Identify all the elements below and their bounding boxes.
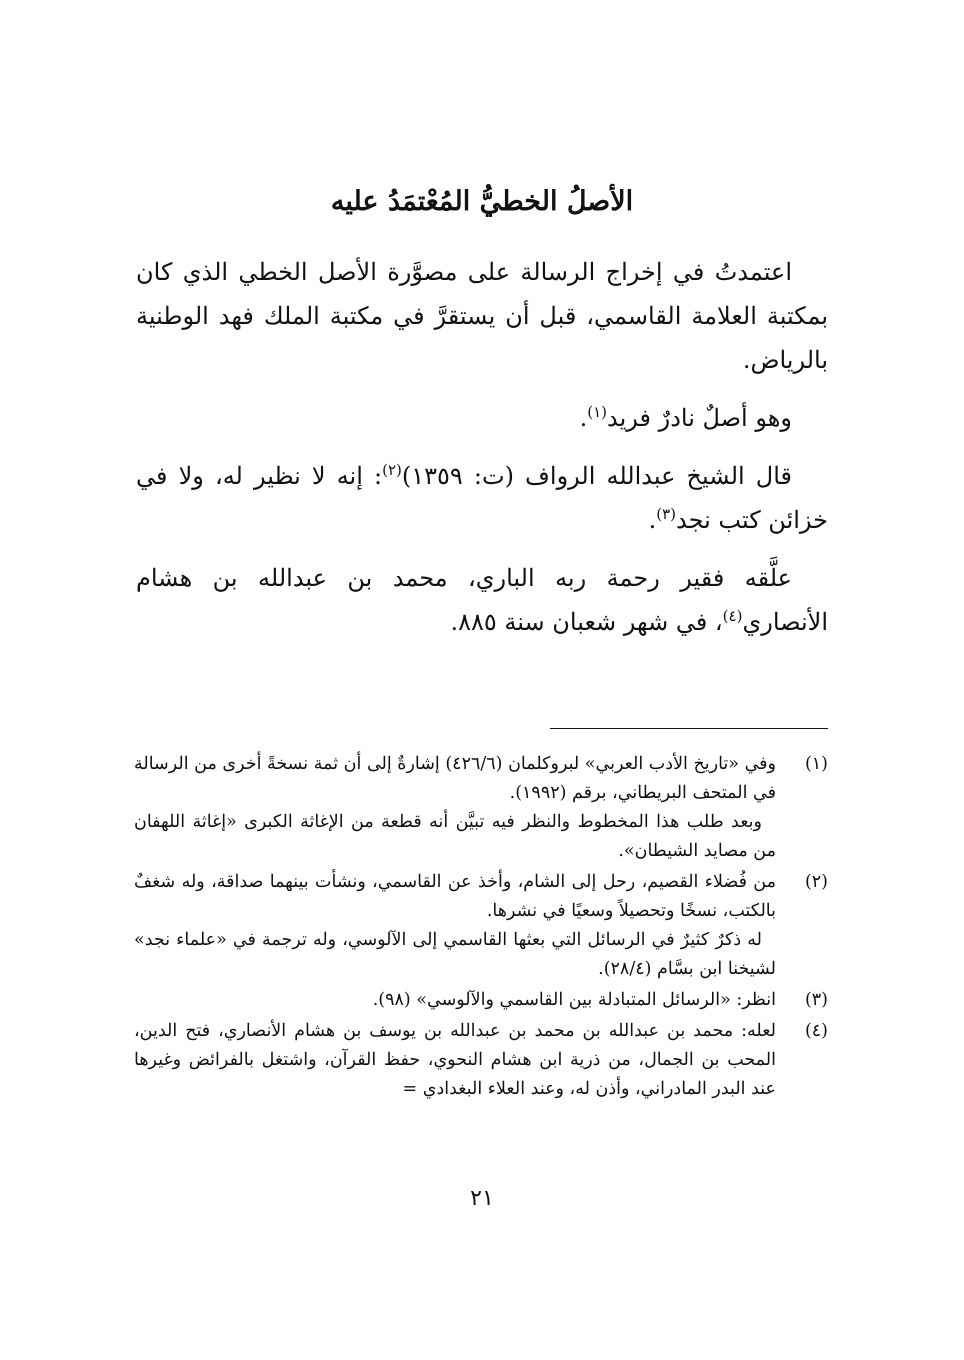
footnote-divider [550, 728, 828, 729]
paragraph-4-text: علَّقه فقير رحمة ربه الباري، محمد بن عبدالله بن هشام الأنصاري [136, 564, 828, 636]
paragraph-4 [136, 556, 828, 644]
page-title: الأصلُ الخطيُّ المُعْتمَدُ عليه [330, 186, 634, 217]
page-number: ٢١ [470, 1186, 494, 1211]
paragraph-3-middle: : إنه لا نظير له، ولا في خزائن كتب نجد [136, 462, 828, 534]
paragraph-4-end: ، في شهر شعبان سنة ٨٨٥. [450, 608, 723, 636]
footnote-3 [134, 986, 828, 1015]
paragraph-1 [136, 250, 828, 382]
footnote-continuation: له ذكرٌ كثيرٌ في الرسائل التي بعثها القاسمي إلى الآلوسي، وله ترجمة في «علماء نجد» لشيخنا ابن بسَّام (٢٨/٤). [134, 930, 776, 979]
footnote-text: من فُضلاء القصيم، رحل إلى الشام، وأخذ عن القاسمي، ونشأت بينهما صداقة، وله شغفٌ بالكتب، نسخًا وتحصيلاً وسعيًا في نشرها. [134, 872, 776, 921]
paragraph-3 [136, 454, 828, 542]
paragraph-2 [136, 396, 828, 440]
footnote-1 [134, 750, 828, 866]
footnote-text: لعله: محمد بن عبدالله بن محمد بن عبدالله بن يوسف بن هشام الأنصاري، فتح الدين، المحب بن الجمال، من ذرية ابن هشام النحوي، حفظ القرآن، واشتغل بالفرائض وغيرها عند البدر المادراني، وأذن له، وعند العلاء البغدادي = [134, 1021, 776, 1099]
main-text [136, 250, 828, 644]
paragraph-3-end: . [648, 506, 657, 534]
footnote-ref-2: (٢) [382, 461, 402, 479]
footnote-number: (٣) [804, 990, 828, 1010]
footnote-number: (٤) [804, 1021, 828, 1041]
footnote-number: (١) [804, 754, 828, 774]
paragraph-3-text: قال الشيخ عبدالله الرواف (ت: ١٣٥٩) [401, 462, 792, 490]
footnote-ref-3: (٣) [656, 505, 677, 523]
paragraph-1-text: اعتمدتُ في إخراج الرسالة على مصوَّرة الأصل الخطي الذي كان بمكتبة العلامة القاسمي، قبل أن يستقرَّ في مكتبة الملك فهد الوطنية بالرياض. [136, 258, 828, 374]
footnote-ref-4: (٤) [722, 607, 743, 625]
footnote-4 [134, 1017, 828, 1104]
footnotes [134, 750, 828, 1106]
footnote-text: وفي «تاريخ الأدب العربي» لبروكلمان (٤٢٦/٦) إشارةٌ إلى أن ثمة نسخةً أخرى من الرسالة في المتحف البريطاني، برقم (١٩٩٢). [134, 754, 776, 803]
footnote-ref-1: (١) [587, 403, 607, 421]
paragraph-2-text: وهو أصلٌ نادرٌ فريد [606, 404, 792, 432]
paragraph-2-end: . [579, 404, 588, 432]
footnote-2 [134, 868, 828, 984]
footnote-number: (٢) [804, 872, 828, 892]
footnote-continuation: وبعد طلب هذا المخطوط والنظر فيه تبيَّن أنه قطعة من الإغاثة الكبرى «إغاثة اللهفان من مصايد الشيطان». [134, 812, 776, 861]
footnote-text: انظر: «الرسائل المتبادلة بين القاسمي والآلوسي» (٩٨). [372, 990, 776, 1010]
